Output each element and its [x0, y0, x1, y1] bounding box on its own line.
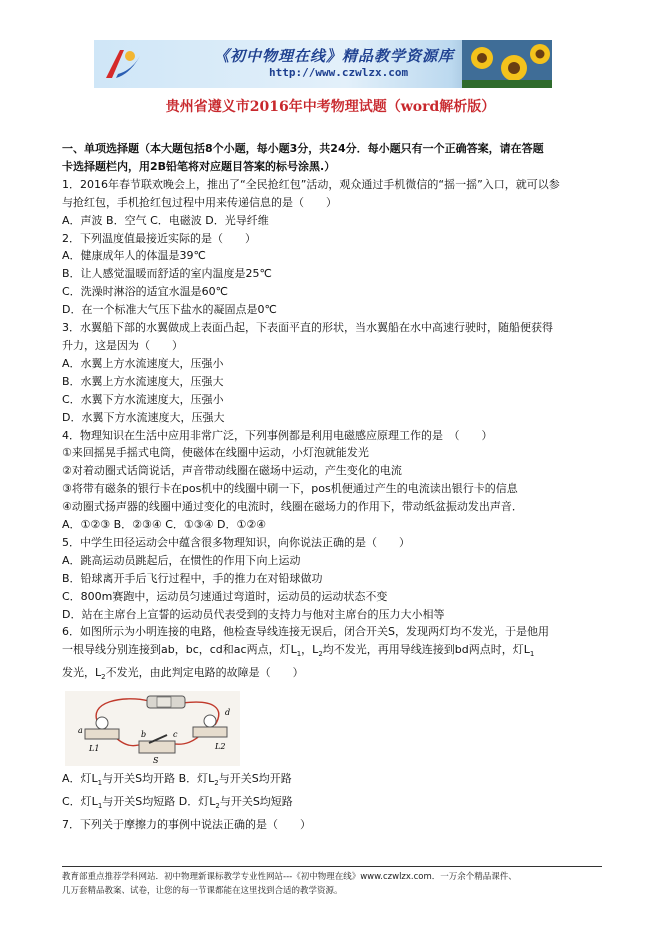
sunflower-image — [462, 40, 552, 88]
q2-option-d: D．在一个标准大气压下盐水的凝固点是0℃ — [62, 303, 277, 317]
question-content — [62, 140, 592, 834]
q6-stem-cont: 一根导线分别连接到ab，bc，cd和ac两点，灯$L_1$，$L_2$均不发光，再用导线连接到bd两点时，灯$L_1$ — [62, 643, 535, 659]
q5-option-c: C．800m赛跑中，运动员匀速通过弯道时，运动员的运动状态不变 — [62, 589, 388, 603]
q6-stem: 6．如图所示为小明连接的电路，他检查导线连接无误后，闭合开关S，发现两灯均不发光，于是他用 — [62, 625, 549, 639]
lamp-l2-label: L2 — [215, 741, 226, 751]
q4-options: A．①②③ B．②③④ C．①③④ D．①②④ — [62, 518, 267, 532]
banner-url: http://www.czwlzx.com — [269, 66, 409, 79]
point-a-label: a — [78, 725, 83, 735]
section-heading-cont: 卡选择题栏内，用2B铅笔将对应题目答案的标号涂黑.） — [62, 159, 336, 173]
q4-stem: 4．物理知识在生活中应用非常广泛，下列事例都是利用电磁感应原理工作的是 （ ） — [62, 428, 493, 442]
point-d-label: d — [225, 707, 231, 717]
q4-item-1: ①来回摇晃手摇式电筒，使磁体在线圈中运动，小灯泡就能发光 — [62, 446, 369, 460]
q2-option-b: B．让人感觉温暖而舒适的室内温度是25℃ — [62, 267, 272, 281]
q1-stem: 1．2016年春节联欢晚会上，推出了“全民抢红包”活动，观众通过手机微信的“摇一摇”入口，就可以参 — [62, 177, 560, 191]
q3-stem: 3．水翼船下部的水翼做成上表面凸起，下表面平直的形状，当水翼船在水中高速行驶时，随船便获得 — [62, 321, 553, 335]
q3-stem-cont: 升力，这是因为（ ） — [62, 338, 183, 352]
q3-option-a: A．水翼上方水流速度大，压强小 — [62, 356, 224, 370]
q1-stem-cont: 与抢红包，手机抢红包过程中用来传递信息的是（ ） — [62, 195, 337, 209]
switch-s-label: S — [153, 755, 159, 765]
page-footer — [62, 866, 602, 898]
q2-option-a: A．健康成年人的体温是39℃ — [62, 249, 206, 263]
q3-option-c: C．水翼下方水流速度大，压强小 — [62, 392, 224, 406]
circuit-image — [65, 691, 240, 766]
footer-line-1: 教育部重点推荐学科网站．初中物理新课标教学专业性网站---《初中物理在线》www.czwlzx.com．一万余个精品课件、 — [62, 872, 517, 882]
point-c-label: c — [173, 729, 178, 739]
q6-stem-end: 发光，$L_2$不发光，由此判定电路的故障是（ ） — [62, 666, 304, 682]
q5-option-b: B．铅球离开手后飞行过程中，手的推力在对铅球做功 — [62, 571, 323, 585]
q5-stem: 5．中学生田径运动会中蕴含很多物理知识，向你说法正确的是（ ） — [62, 535, 410, 549]
q4-item-3: ③将带有磁条的银行卡在pos机中的线圈中刷一下，pos机便通过产生的电流读出银行卡的信息 — [62, 482, 518, 496]
section-heading: 一、单项选择题（本大题包括8个小题，每小题3分，共24分．每小题只有一个正确答案，请在答题 — [62, 142, 544, 155]
q2-stem: 2．下列温度值最接近实际的是（ ） — [62, 231, 256, 245]
circuit-diagram — [65, 691, 240, 766]
q6-options-ab: A．灯$L_1$与开关S均开路 B．灯$L_2$与开关S均开路 — [62, 771, 292, 787]
q4-item-4: ④动圈式扬声器的线圈中通过变化的电流时，线圈在磁场力的作用下，带动纸盆振动发出声音． — [62, 500, 523, 514]
lamp-l1-label: L1 — [89, 743, 100, 753]
q3-option-b: B．水翼上方水流速度大，压强大 — [62, 374, 224, 388]
q5-option-a: A．跳高运动员跳起后，在惯性的作用下向上运动 — [62, 553, 301, 567]
header-banner — [94, 40, 552, 88]
q4-item-2: ②对着动圈式话筒说话，声音带动线圈在磁场中运动，产生变化的电流 — [62, 464, 402, 478]
point-b-label: b — [141, 729, 147, 739]
q7-stem: 7．下列关于摩擦力的事例中说法正确的是（ ） — [62, 817, 311, 831]
site-logo — [100, 44, 144, 84]
footer-line-2: 几万套精品教案、试卷，让您的每一节课都能在这里找到合适的教学资源。 — [62, 886, 343, 896]
q1-options: A．声波 B．空气 C．电磁波 D．光导纤维 — [62, 213, 269, 227]
document-title: 贵州省遵义市2016年中考物理试题（word解析版） — [165, 99, 496, 115]
banner-title: 《初中物理在线》精品教学资源库 — [214, 47, 455, 65]
q3-option-d: D．水翼下方水流速度大，压强大 — [62, 410, 225, 424]
q2-option-c: C．洗澡时淋浴的适宜水温是60℃ — [62, 285, 229, 299]
q5-option-d: D．站在主席台上宣誓的运动员代表受到的支持力与他对主席台的压力大小相等 — [62, 607, 445, 621]
q6-options-cd: C．灯$L_1$与开关S均短路 D．灯$L_2$与开关S均短路 — [62, 794, 293, 810]
